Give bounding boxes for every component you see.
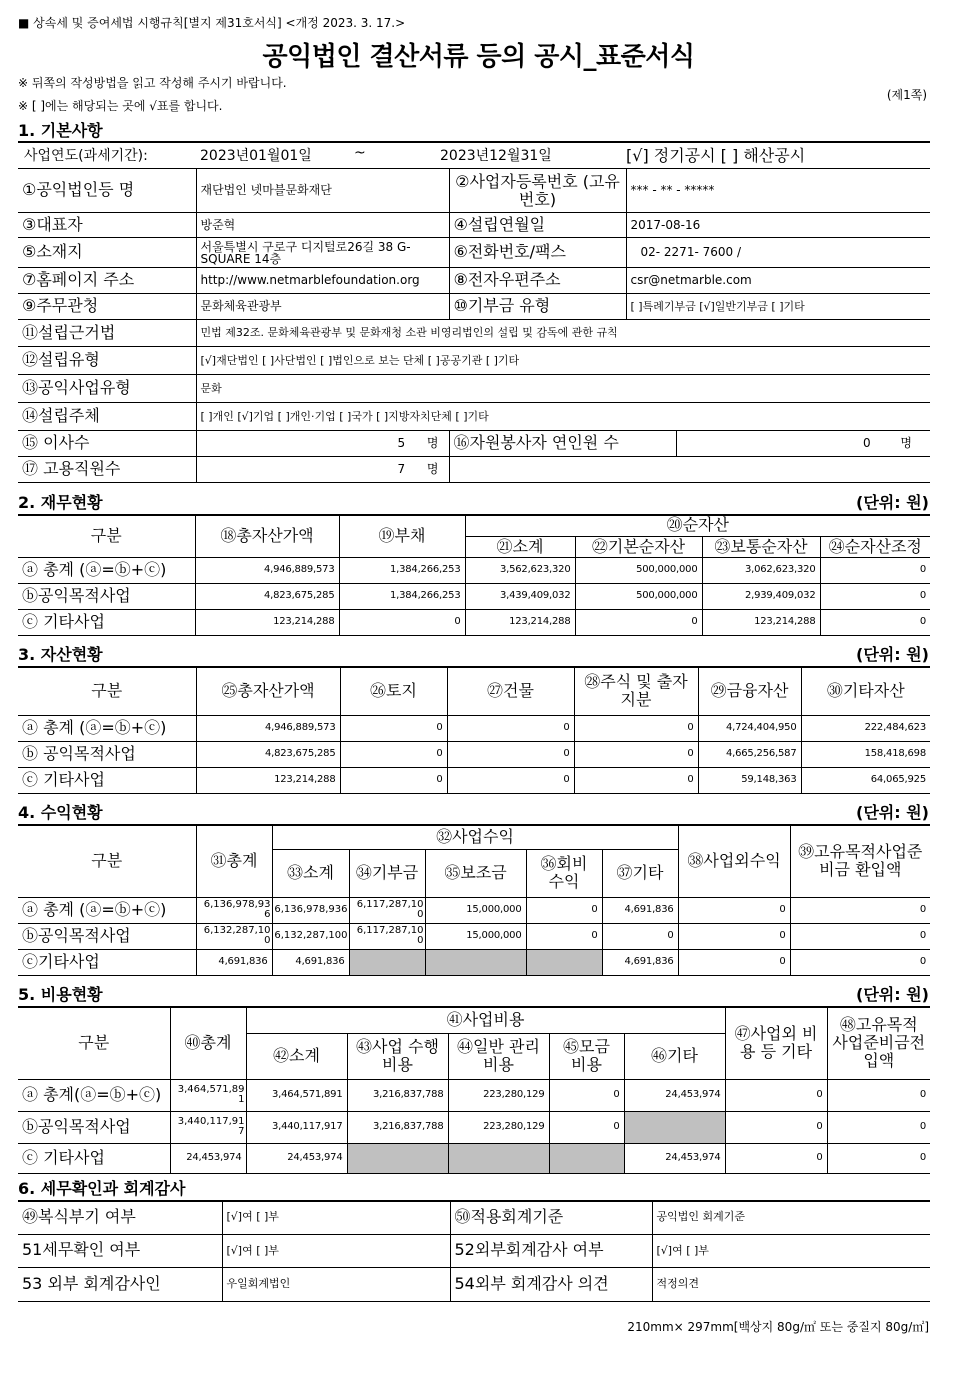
row-label: ⓐ 총계(ⓐ=ⓑ+ⓒ) (18, 1079, 170, 1111)
expense-unit: (단위: 원) (856, 985, 929, 1004)
donation-type-value: [ ]특례기부금 [√]일반기부금 [ ]기타 (626, 294, 930, 320)
cell-reserve: 0 (827, 1111, 930, 1143)
revenue-table (18, 825, 930, 976)
finance-header-adjust-net: ㉔순자산조정 (820, 536, 930, 557)
directors-unit: 명 (426, 436, 439, 451)
expense-header-business: ㊶사업비용 (246, 1007, 725, 1033)
founder-value: [ ]개인 [√]기업 [ ]개인·기업 [ ]국가 [ ]지방자치단체 [ ]기타 (196, 403, 930, 431)
home-value: http://www.netmarblefoundation.org (196, 268, 449, 294)
employees-cell (196, 457, 449, 483)
cell-disabled (448, 1143, 549, 1173)
cell-subsidy: 15,000,000 (425, 897, 526, 923)
cell-total: 4,691,836 (196, 949, 272, 975)
cell-subtotal: 3,562,623,320 (465, 557, 575, 583)
cell-land: 0 (340, 715, 447, 741)
email-value: csr@netmarble.com (626, 268, 930, 294)
bizno-label: ②사업자등록번호 (고유번호) (449, 169, 626, 213)
law-label: ⑪설립근거법 (18, 320, 196, 347)
cell-financial: 4,665,256,587 (698, 741, 801, 767)
cell-etc: 0 (602, 923, 678, 949)
volunteers-unit: 명 (900, 436, 913, 451)
cell-donation: 6,117,287,100 (349, 923, 425, 949)
cell-operating: 3,216,837,788 (347, 1079, 448, 1111)
finance-unit: (단위: 원) (856, 493, 929, 512)
extaudit-value: [√]여 [ ]부 (652, 1234, 930, 1267)
finance-header-category: 구분 (18, 515, 195, 557)
table-row (18, 741, 930, 767)
section-title-basic: 1. 기본사항 (18, 121, 103, 140)
auditor-value: 우일회계법인 (222, 1267, 450, 1301)
standard-value: 공익법인 회계기준 (652, 1201, 930, 1234)
table-row (18, 1111, 930, 1143)
cell-nonbiz: 0 (678, 923, 790, 949)
revenue-header-total: ㉛총계 (196, 825, 272, 897)
revenue-header-category: 구분 (18, 825, 196, 897)
cell-ordinary-net: 123,214,288 (702, 609, 820, 635)
form-title: 공익법인 결산서류 등의 공시_표준서식 (262, 42, 695, 72)
bookkeeping-label: ㊾복식부기 여부 (18, 1201, 222, 1234)
assets-header-building: ㉗건물 (447, 667, 574, 715)
cell-subtotal: 3,439,409,032 (465, 583, 575, 609)
row-label: ⓑ공익목적사업 (18, 583, 195, 609)
directors-label: ⑮ 이사수 (18, 431, 196, 457)
cell-total: 6,132,287,100 (196, 923, 272, 949)
row-label: ⓐ 총계 (ⓐ=ⓑ+ⓒ) (18, 557, 195, 583)
cell-building: 0 (447, 741, 574, 767)
cell-total: 6,136,978,936 (196, 897, 272, 923)
cell-building: 0 (447, 715, 574, 741)
donation-type-label: ⑩기부금 유형 (449, 294, 626, 320)
assets-unit: (단위: 원) (856, 645, 929, 664)
cell-basic-net: 500,000,000 (575, 583, 702, 609)
bizno-value: *** - ** - ***** (626, 169, 930, 213)
cell-subtotal: 24,453,974 (246, 1143, 347, 1173)
cell-total-assets: 123,214,288 (195, 609, 339, 635)
cell-reserve: 0 (790, 897, 930, 923)
cell-total: 4,946,889,573 (196, 715, 340, 741)
cell-liabilities: 1,384,266,253 (339, 557, 465, 583)
cell-reserve: 0 (790, 949, 930, 975)
cell-reserve: 0 (790, 923, 930, 949)
expense-table (18, 1007, 930, 1174)
finance-header-subtotal: ㉑소계 (465, 536, 575, 557)
cell-subtotal: 6,132,287,100 (272, 923, 349, 949)
section-title-assets: 3. 자산현황 (18, 645, 103, 664)
cell-liabilities: 0 (339, 609, 465, 635)
auditor-label: 53 외부 회계감사인 (18, 1267, 222, 1301)
cell-subsidy: 15,000,000 (425, 923, 526, 949)
expense-header-total: ㊵총계 (170, 1007, 246, 1079)
cell-other: 222,484,623 (801, 715, 930, 741)
cell-subtotal: 3,464,571,891 (246, 1079, 347, 1111)
volunteers-label: ⑯자원봉사자 연인원 수 (449, 431, 676, 457)
row-label: ⓒ 기타사업 (18, 767, 196, 793)
expense-header-subtotal: ㊷소계 (246, 1033, 347, 1079)
cell-other: 64,065,925 (801, 767, 930, 793)
cell-donation: 6,117,287,100 (349, 897, 425, 923)
biztype-label: ⑬공익사업유형 (18, 375, 196, 403)
cell-adjust-net: 0 (820, 583, 930, 609)
assets-header-category: 구분 (18, 667, 196, 715)
cell-fundraising: 0 (549, 1079, 624, 1111)
cell-etc: 24,453,974 (624, 1079, 725, 1111)
row-label: ⓐ 총계 (ⓐ=ⓑ+ⓒ) (18, 897, 196, 923)
name-value: 재단법인 넷마블문화재단 (196, 169, 449, 213)
table-row (18, 949, 930, 975)
assets-header-financial: ㉙금융자산 (698, 667, 801, 715)
basic-info-table (18, 168, 930, 483)
cell-disabled (425, 949, 526, 975)
cell-land: 0 (340, 767, 447, 793)
period-end: 2023년12월31일 (440, 148, 552, 164)
cell-operating: 3,216,837,788 (347, 1111, 448, 1143)
cell-basic-net: 500,000,000 (575, 557, 702, 583)
bookkeeping-value: [√]여 [ ]부 (222, 1201, 450, 1234)
section-title-finance: 2. 재무현황 (18, 493, 103, 512)
cell-nonbiz: 0 (725, 1079, 827, 1111)
table-row (18, 557, 930, 583)
assets-header-land: ㉖토지 (340, 667, 447, 715)
cell-liabilities: 1,384,266,253 (339, 583, 465, 609)
revenue-header-nonbiz: ㊳사업외수익 (678, 825, 790, 897)
instruction-note-2: ※ [ ]에는 해당되는 곳에 √표를 합니다. (18, 99, 223, 113)
rep-label: ③대표자 (18, 213, 196, 238)
cell-disabled (347, 1143, 448, 1173)
cell-fundraising: 0 (549, 1111, 624, 1143)
cell-disabled (526, 949, 602, 975)
revenue-header-business: ㉜사업수익 (272, 825, 678, 849)
cell-total-assets: 4,823,675,285 (195, 583, 339, 609)
section-title-revenue: 4. 수익현황 (18, 803, 103, 822)
cell-nonbiz: 0 (725, 1143, 827, 1173)
addr-value: 서울특별시 구로구 디지털로26길 38 G- SQUARE 14층 (196, 238, 449, 268)
cell-ordinary-net: 2,939,409,032 (702, 583, 820, 609)
cell-total: 3,464,571,891 (170, 1079, 246, 1111)
instruction-note-1: ※ 뒤쪽의 작성방법을 읽고 작성해 주시기 바랍니다. (18, 76, 287, 90)
row-label: ⓒ 기타사업 (18, 609, 195, 635)
cell-nonbiz: 0 (725, 1111, 827, 1143)
cell-basic-net: 0 (575, 609, 702, 635)
cell-disabled (624, 1111, 725, 1143)
cell-financial: 4,724,404,950 (698, 715, 801, 741)
expense-header-category: 구분 (18, 1007, 170, 1079)
assets-table (18, 667, 930, 794)
disclosure-type: [√] 정기공시 [ ] 해산공시 (626, 146, 806, 165)
cell-general: 223,280,129 (448, 1111, 549, 1143)
cell-adjust-net: 0 (820, 557, 930, 583)
table-row (18, 897, 930, 923)
finance-header-basic-net: ㉒기본순자산 (575, 536, 702, 557)
esttype-value: [√]재단법인 [ ]사단법인 [ ]법인으로 보는 단체 [ ]공공기관 [ ]기타 (196, 347, 930, 375)
cell-subtotal: 4,691,836 (272, 949, 349, 975)
cell-total: 24,453,974 (170, 1143, 246, 1173)
cell-total-assets: 4,946,889,573 (195, 557, 339, 583)
finance-header-total-assets: ⑱총자산가액 (195, 515, 339, 557)
row-label: ⓐ 총계 (ⓐ=ⓑ+ⓒ) (18, 715, 196, 741)
table-row (18, 583, 930, 609)
period-separator: ~ (354, 145, 366, 161)
finance-header-net-assets: ⑳순자산 (465, 515, 930, 536)
cell-general: 223,280,129 (448, 1079, 549, 1111)
home-label: ⑦홈페이지 주소 (18, 268, 196, 294)
esttype-label: ⑫설립유형 (18, 347, 196, 375)
cell-stock: 0 (574, 767, 698, 793)
expense-header-reserve: ㊽고유목적 사업준비금전입액 (827, 1007, 930, 1079)
expense-header-general: ㊹일반 관리비용 (448, 1033, 549, 1079)
law-value: 민법 제32조. 문화체육관광부 및 문화재청 소관 비영리법인의 설립 및 감독에 관한 규칙 (196, 320, 930, 347)
finance-table (18, 515, 930, 636)
expense-header-operating: ㊸사업 수행비용 (347, 1033, 448, 1079)
tel-value: 02- 2271- 7600 / (626, 238, 930, 268)
expense-header-nonbiz: ㊼사업외 비용 등 기타 (725, 1007, 827, 1079)
section-title-expense: 5. 비용현황 (18, 985, 103, 1004)
tel-label: ⑥전화번호/팩스 (449, 238, 626, 268)
rep-value: 방준혁 (196, 213, 449, 238)
taxcheck-value: [√]여 [ ]부 (222, 1234, 450, 1267)
period-start: 2023년01월01일 (200, 148, 312, 164)
standard-label: ㊿적용회계기준 (450, 1201, 652, 1234)
table-row (18, 767, 930, 793)
founder-label: ⑭설립주체 (18, 403, 196, 431)
cell-fee: 0 (526, 897, 602, 923)
cell-financial: 59,148,363 (698, 767, 801, 793)
directors-value: 5 (397, 436, 406, 451)
cell-etc: 4,691,836 (602, 897, 678, 923)
expense-header-etc: ㊻기타 (624, 1033, 725, 1079)
cell-building: 0 (447, 767, 574, 793)
opinion-value: 적정의견 (652, 1267, 930, 1301)
empty-cell (449, 457, 930, 483)
employees-unit: 명 (426, 462, 439, 477)
employees-value: 7 (397, 462, 406, 477)
audit-table (18, 1201, 930, 1302)
law-reference: ■ 상속세 및 증여세법 시행규칙[별지 제31호서식] <개정 2023. 3. 17.> (18, 16, 406, 30)
opinion-label: 54외부 회계감사 의견 (450, 1267, 652, 1301)
taxcheck-label: 51세무확인 여부 (18, 1234, 222, 1267)
assets-header-other: ㉚기타자산 (801, 667, 930, 715)
table-row (18, 1143, 930, 1173)
volunteers-value: 0 (862, 436, 871, 451)
revenue-header-etc: ㊲기타 (602, 849, 678, 897)
finance-header-ordinary-net: ㉓보통순자산 (702, 536, 820, 557)
revenue-header-reserve: ㊴고유목적사업준비금 환입액 (790, 825, 930, 897)
cell-stock: 0 (574, 715, 698, 741)
cell-etc: 24,453,974 (624, 1143, 725, 1173)
estdate-value: 2017-08-16 (626, 213, 930, 238)
row-label: ⓒ기타사업 (18, 949, 196, 975)
employees-label: ⑰ 고용직원수 (18, 457, 196, 483)
estdate-label: ④설립연월일 (449, 213, 626, 238)
cell-disabled (349, 949, 425, 975)
cell-total: 123,214,288 (196, 767, 340, 793)
cell-ordinary-net: 3,062,623,320 (702, 557, 820, 583)
revenue-header-fee: ㊱회비 수익 (526, 849, 602, 897)
cell-subtotal: 3,440,117,917 (246, 1111, 347, 1143)
cell-subtotal: 123,214,288 (465, 609, 575, 635)
addr-label: ⑤소재지 (18, 238, 196, 268)
table-row (18, 609, 930, 635)
cell-nonbiz: 0 (678, 897, 790, 923)
revenue-header-subsidy: ㉟보조금 (425, 849, 526, 897)
finance-header-liabilities: ⑲부채 (339, 515, 465, 557)
cell-etc: 4,691,836 (602, 949, 678, 975)
table-row (18, 715, 930, 741)
cell-subtotal: 6,136,978,936 (272, 897, 349, 923)
cell-other: 158,418,698 (801, 741, 930, 767)
ministry-label: ⑨주무관청 (18, 294, 196, 320)
table-row (18, 1079, 930, 1111)
email-label: ⑧전자우편주소 (449, 268, 626, 294)
cell-disabled (549, 1143, 624, 1173)
volunteers-cell (676, 431, 930, 457)
biztype-value: 문화 (196, 375, 930, 403)
ministry-value: 문화체육관광부 (196, 294, 449, 320)
extaudit-label: 52외부회계감사 여부 (450, 1234, 652, 1267)
page-number: (제1쪽) (886, 88, 927, 102)
row-label: ⓑ공익목적사업 (18, 923, 196, 949)
cell-stock: 0 (574, 741, 698, 767)
revenue-unit: (단위: 원) (856, 803, 929, 822)
cell-land: 0 (340, 741, 447, 767)
cell-adjust-net: 0 (820, 609, 930, 635)
row-label: ⓑ 공익목적사업 (18, 741, 196, 767)
cell-fee: 0 (526, 923, 602, 949)
paper-spec: 210mm× 297mm[백상지 80g/㎡ 또는 중질지 80g/㎡] (627, 1320, 929, 1334)
row-label: ⓒ 기타사업 (18, 1143, 170, 1173)
revenue-header-donation: ㉞기부금 (349, 849, 425, 897)
table-row (18, 923, 930, 949)
expense-header-fundraising: ㊺모금 비용 (549, 1033, 624, 1079)
name-label: ①공익법인등 명 (18, 169, 196, 213)
row-label: ⓑ공익목적사업 (18, 1111, 170, 1143)
cell-total: 4,823,675,285 (196, 741, 340, 767)
period-label: 사업연도(과세기간): (24, 148, 148, 164)
cell-reserve: 0 (827, 1079, 930, 1111)
cell-reserve: 0 (827, 1143, 930, 1173)
section-title-audit: 6. 세무확인과 회계감사 (18, 1179, 186, 1198)
directors-cell (196, 431, 449, 457)
cell-total: 3,440,117,917 (170, 1111, 246, 1143)
assets-header-total: ㉕총자산가액 (196, 667, 340, 715)
cell-nonbiz: 0 (678, 949, 790, 975)
assets-header-stock: ㉘주식 및 출자지분 (574, 667, 698, 715)
revenue-header-subtotal: ㉝소계 (272, 849, 349, 897)
